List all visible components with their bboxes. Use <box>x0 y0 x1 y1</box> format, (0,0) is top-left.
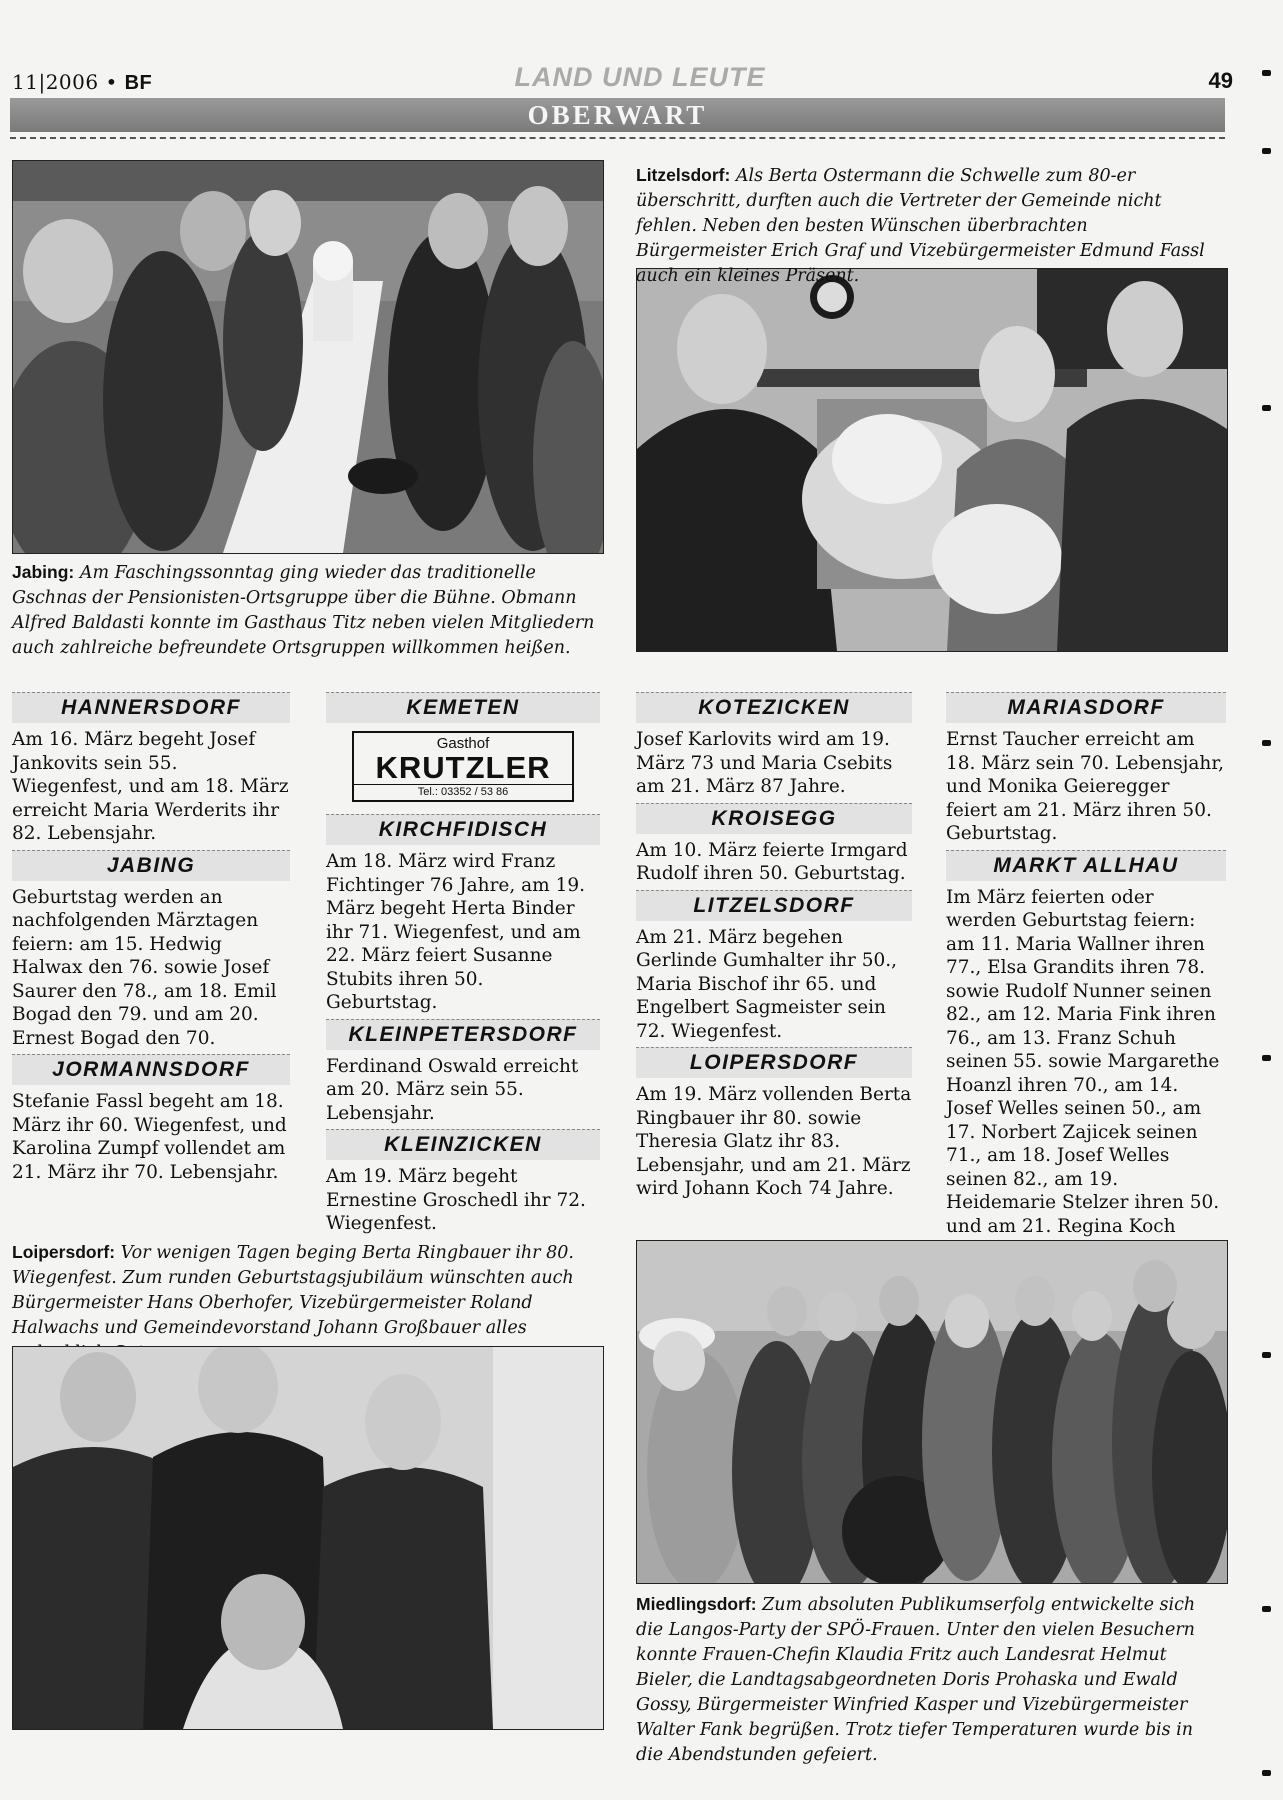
entry-kleinzicken <box>326 1129 600 1236</box>
section-heading: MARKT ALLHAU <box>946 850 1226 881</box>
section-heading: KLEINZICKEN <box>326 1129 600 1160</box>
ad-phone: Tel.: 03352 / 53 86 <box>354 784 572 800</box>
entry-markt-allhau <box>946 850 1226 1262</box>
entry-litzelsdorf <box>636 890 912 1044</box>
entry-loipersdorf <box>636 1047 912 1201</box>
section-text: Geburtstag werden an nachfolgenden Märztagen feiern: am 15. Hedwig Halwax den 76. sowie Josef Saurer den 78., am 18. Emil Bogad den 79. und am 20. Ernest Bogad den 70. <box>12 886 277 1049</box>
photo-jabing-party <box>12 160 604 554</box>
issue-bullet: • <box>105 70 118 94</box>
caption-text: Am Faschingssonntag ging wieder das traditionelle Gschnas der Pensionisten-Ortsgruppe über die Bühne. Obmann Alfred Baldasti konnte im Gasthaus Titz neben vielen Mitgliedern auch zahlreiche befreundete Ortsgruppen willkommen heißen. <box>12 563 595 658</box>
ad-gasthof-krutzler <box>352 731 574 802</box>
section-heading: LOIPERSDORF <box>636 1047 912 1078</box>
caption-place: Litzelsdorf: <box>636 165 731 185</box>
photo-litzelsdorf <box>636 268 1228 652</box>
ad-line-1: Gasthof <box>436 735 490 752</box>
margin-mark <box>1262 148 1271 154</box>
entry-kleinpetersdorf <box>326 1019 600 1126</box>
section-heading: JABING <box>12 850 290 881</box>
column-3 <box>636 688 912 1205</box>
section-text: Im März feierten oder werden Geburtstag feiern: am 11. Maria Wallner ihren 77., Elsa Grandits ihren 78. sowie Rudolf Nunner seinen 82., am 12. Maria Fink ihren 76., am 13. Franz Schuh seinen 55. sowie Margarethe Hoanzl ihren 70., am 14. Josef Welles seinen 50., am 17. Norbert Zajicek seinen 71., am 18. Josef Welles seinen 82., am 19. Heidemarie Stelzer ihren 50. und am 21. Regina Koch <box>946 886 1220 1237</box>
margin-mark <box>1262 740 1271 746</box>
section-heading: KROISEGG <box>636 803 912 834</box>
caption-text: Vor wenigen Tagen beging Berta Ringbauer ihr 80. Wiegenfest. Zum runden Geburtstagsjubiläum wünschten auch Bürgermeister Hans Oberhofer, Vizebürgermeister Roland Halwachs und Gemeindevorstand Johann Großbauer alles <box>12 1243 574 1338</box>
photo-loipersdorf <box>12 1346 604 1730</box>
margin-mark <box>1262 1770 1271 1776</box>
entry-jormannsdorf <box>12 1054 290 1184</box>
entry-kotezicken <box>636 692 912 799</box>
section-text: Am 19. März begeht Ernestine Groschedl ihr 72. Wiegenfest. <box>326 1166 586 1234</box>
caption-place: Jabing: <box>12 562 75 582</box>
section-text: Am 21. März begehen Gerlinde Gumhalter ihr 50., Maria Bischof ihr 65. und Engelbert Sagmeister sein 72. Wiegenfest. <box>636 926 898 1042</box>
section-text: Am 16. März begeht Josef Jankovits sein 55. Wiegenfest, und am 18. März erreicht Maria Werderits ihr 82. Lebensjahr. <box>12 729 289 844</box>
section-title: LAND UND LEUTE <box>514 62 766 92</box>
section-text: Am 19. März vollenden Berta Ringbauer ihr 80. sowie Theresia Glatz ihr 83. Lebensjahr, und am 21. März wird Johann Koch 74 Jahre. <box>636 1084 912 1199</box>
caption-text: Zum absoluten Publikumserfolg entwickelte sich die Langos-Party der SPÖ-Frauen. Unter den vielen Besuchern konnte Frauen-Chefin Klaudia Fritz auch Landesrat Helmut Bieler, die Landtagsabgeordneten Doris Prohaska und Ewald Gossy, Bürgermeister Winfried Kasper und Vizebürgermeister Walter Fank begrüßen. Trotz tiefer Temperaturen wurde bis in die Abendstunden gefeiert. <box>636 1595 1196 1765</box>
entry-hannersdorf <box>12 692 290 846</box>
caption-place: Miedlingsdorf: <box>636 1594 757 1614</box>
margin-mark <box>1262 405 1271 411</box>
margin-mark <box>1262 1055 1271 1061</box>
issue-info <box>12 70 152 95</box>
margin-mark <box>1262 1352 1271 1358</box>
entry-kroisegg <box>636 803 912 886</box>
section-heading: KEMETEN <box>326 692 600 723</box>
section-text: Josef Karlovits wird am 19. März 73 und Maria Csebits am 21. März 87 Jahre. <box>636 729 893 797</box>
page-number: 49 <box>1208 68 1233 93</box>
region-title: OBERWART <box>527 100 708 130</box>
caption-place: Loipersdorf: <box>12 1242 116 1262</box>
section-text: Am 10. März feierte Irmgard Rudolf ihren 50. Geburtstag. <box>636 839 908 884</box>
section-text: Stefanie Fassl begeht am 18. März ihr 60. Wiegenfest, und Karolina Zumpf vollendet am 21. März ihr 70. Lebensjahr. <box>12 1091 287 1183</box>
section-heading: KLEINPETERSDORF <box>326 1019 600 1050</box>
issue-number: 11|2006 <box>12 70 99 94</box>
section-text: Am 18. März wird Franz Fichtinger 76 Jahre, am 19. März begeht Herta Binder ihr 71. Wiegenfest, und am 22. März feiert Susanne Stubits ihren 50. Geburtstag. <box>326 851 586 1013</box>
magazine-name: BF <box>124 72 153 94</box>
column-1 <box>12 688 290 1188</box>
photo-miedlingsdorf <box>636 1240 1228 1584</box>
column-2 <box>326 688 600 1240</box>
section-text: Ferdinand Oswald erreicht am 20. März sein 55. Lebensjahr. <box>326 1055 579 1124</box>
column-4 <box>946 688 1226 1266</box>
margin-mark <box>1262 1606 1271 1612</box>
entry-kemeten <box>326 692 600 802</box>
section-heading: LITZELSDORF <box>636 890 912 921</box>
ad-line-2: KRUTZLER <box>375 750 551 785</box>
section-heading: HANNERSDORF <box>12 692 290 723</box>
caption-litzelsdorf <box>636 163 1216 289</box>
margin-mark <box>1262 70 1271 76</box>
caption-jabing <box>12 560 597 661</box>
entry-kirchfidisch <box>326 814 600 1015</box>
section-heading: KOTEZICKEN <box>636 692 912 723</box>
caption-text: Als Berta Ostermann die Schwelle zum 80-er überschritt, durften auch die Vertreter der Gemeinde nicht fehlen. Neben den besten Wünschen überbrachten Bürgermeister Erich Graf und Vizebürgermeister Edmund Fassl auch ein kleines Präsent. <box>636 166 1205 286</box>
entry-jabing <box>12 850 290 1051</box>
section-heading: KIRCHFIDISCH <box>326 814 600 845</box>
section-text: Ernst Taucher erreicht am 18. März sein 70. Lebensjahr, und Monika Geieregger feiert am 21. März ihren 50. Geburtstag. <box>946 729 1225 844</box>
section-heading: JORMANNSDORF <box>12 1054 290 1085</box>
header-divider <box>10 137 1225 139</box>
caption-miedlingsdorf <box>636 1592 1216 1768</box>
entry-mariasdorf <box>946 692 1226 846</box>
section-heading: MARIASDORF <box>946 692 1226 723</box>
